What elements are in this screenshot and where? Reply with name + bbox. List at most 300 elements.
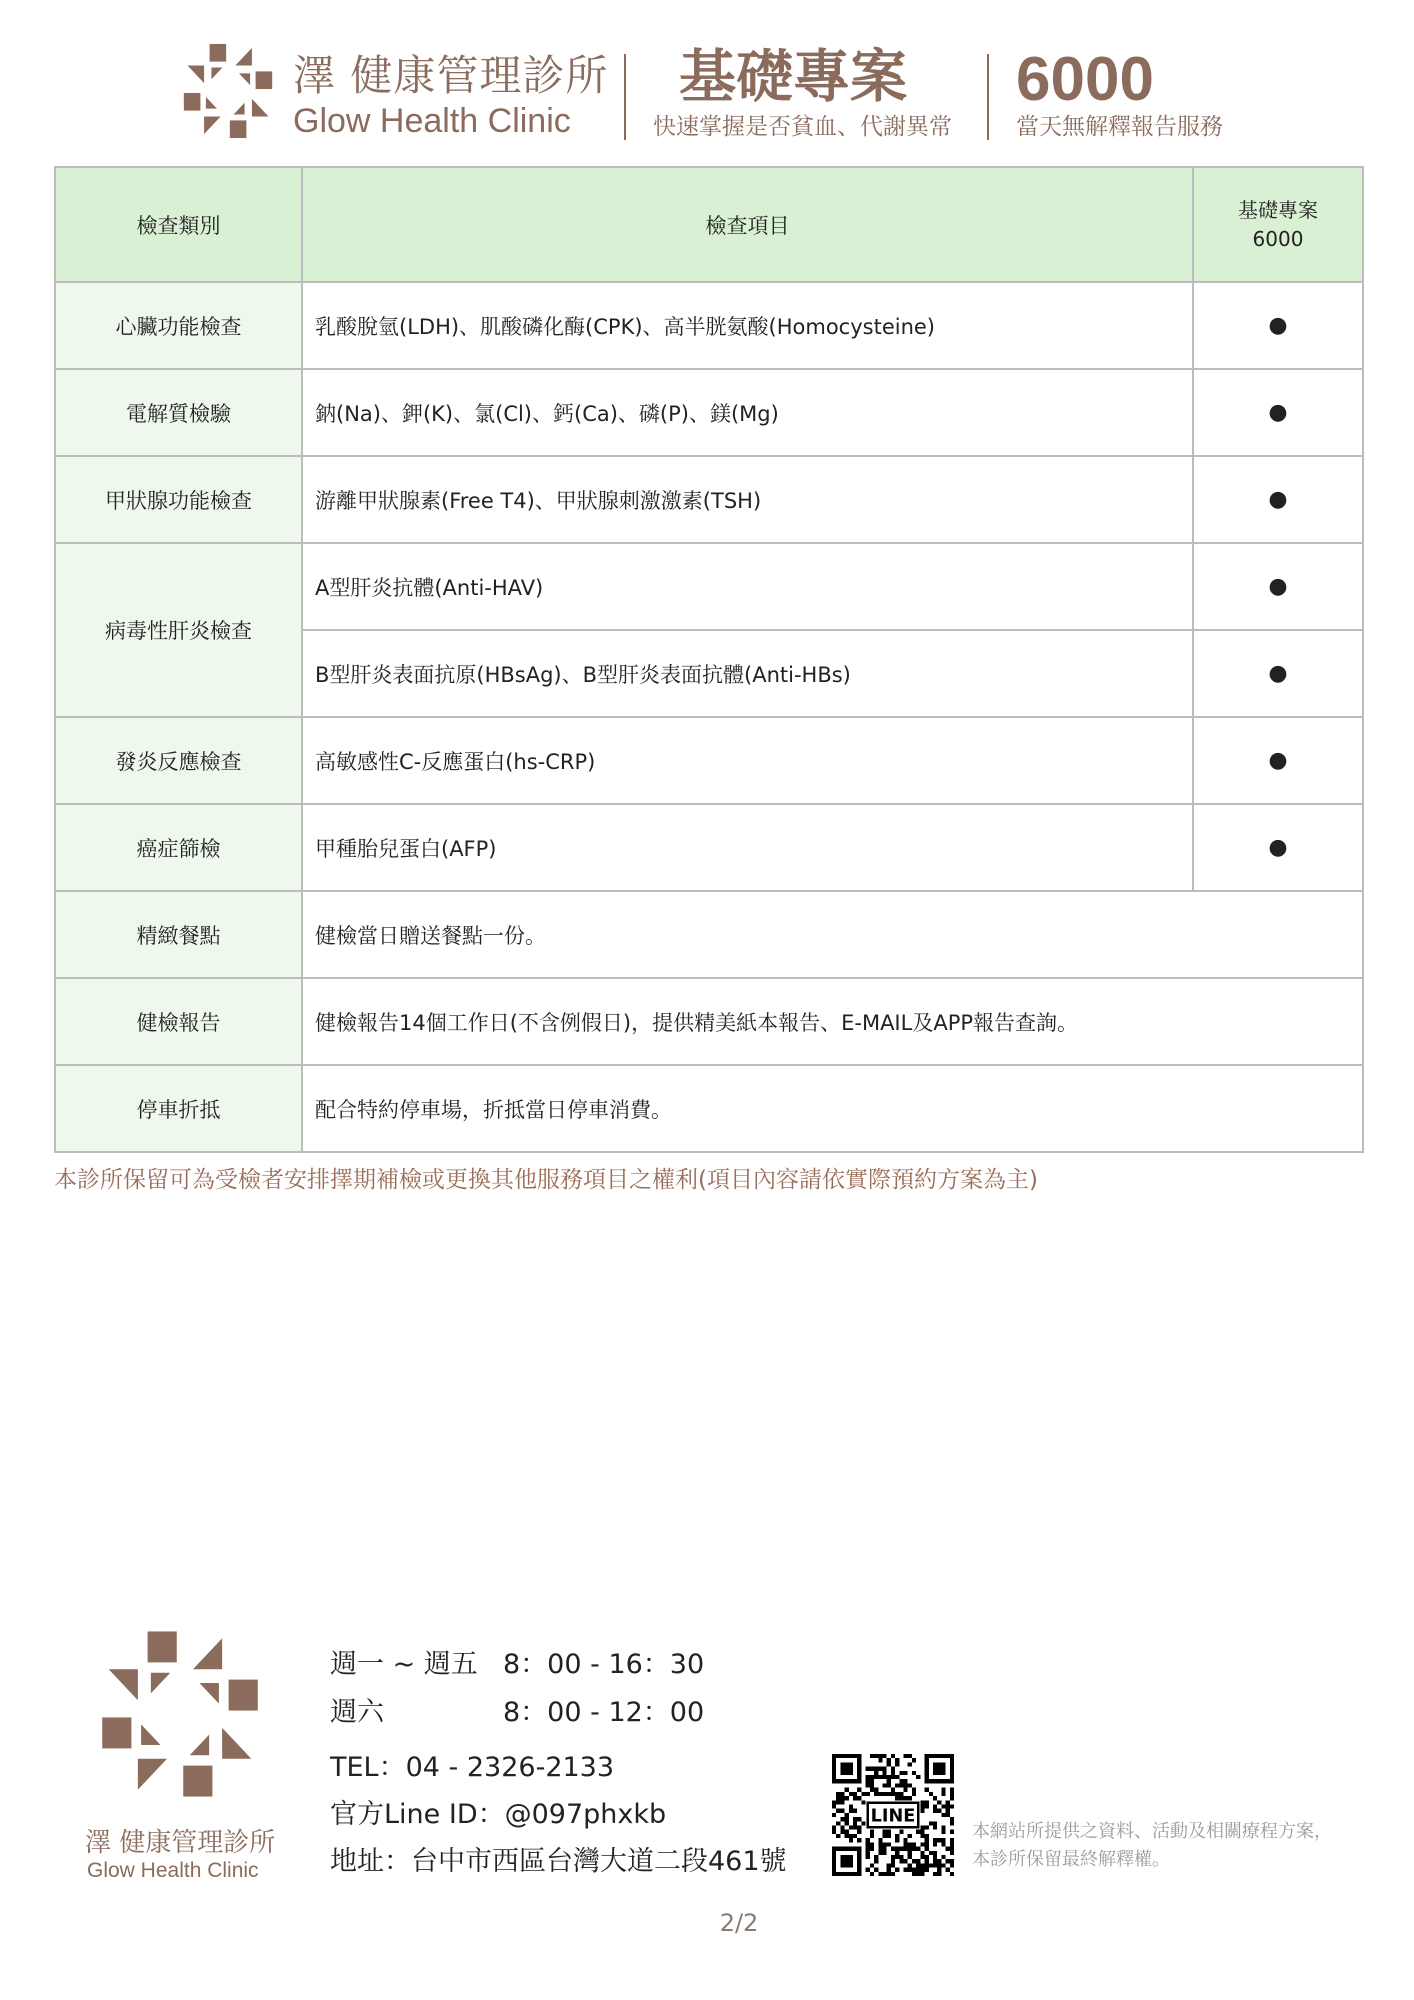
- qr-module: [920, 1804, 924, 1808]
- qr-module: [874, 1859, 878, 1863]
- qr-module: [933, 1826, 937, 1830]
- qr-module: [908, 1855, 912, 1859]
- qr-module: [929, 1851, 933, 1855]
- qr-module: [946, 1859, 950, 1863]
- qr-module: [941, 1838, 945, 1842]
- qr-module: [857, 1838, 861, 1842]
- qr-module: [925, 1863, 929, 1867]
- qr-module: [832, 1830, 836, 1834]
- hours-time: 8：00 - 16：30: [503, 1649, 705, 1680]
- qr-module: [878, 1847, 882, 1851]
- qr-module: [878, 1775, 882, 1779]
- qr-module: [920, 1863, 924, 1867]
- qr-module: [941, 1826, 945, 1830]
- qr-module: [904, 1838, 908, 1842]
- qr-module: [891, 1855, 895, 1859]
- qr-module: [925, 1800, 929, 1804]
- item-cell: 乳酸脫氫(LDH)、肌酸磷化酶(CPK)、高半胱氨酸(Homocysteine): [302, 282, 1193, 369]
- qr-module: [912, 1859, 916, 1863]
- qr-module: [845, 1834, 849, 1838]
- qr-module: [887, 1834, 891, 1838]
- qr-module: [870, 1830, 874, 1834]
- qr-module: [899, 1847, 903, 1851]
- qr-module: [950, 1872, 954, 1876]
- qr-module: [836, 1800, 840, 1804]
- qr-module: [840, 1830, 844, 1834]
- qr-module: [887, 1758, 891, 1762]
- hours-time: 8：00 - 12：00: [503, 1697, 705, 1728]
- qr-module: [912, 1868, 916, 1872]
- qr-module: [845, 1830, 849, 1834]
- qr-module: [916, 1859, 920, 1863]
- qr-module: [878, 1838, 882, 1842]
- qr-module: [874, 1775, 878, 1779]
- qr-module: [920, 1826, 924, 1830]
- qr-module: [887, 1762, 891, 1766]
- qr-module: [891, 1859, 895, 1863]
- category-cell: 癌症篩檢: [55, 804, 302, 891]
- qr-module: [857, 1788, 861, 1792]
- qr-module: [904, 1842, 908, 1846]
- qr-module: [866, 1868, 870, 1872]
- qr-module: [929, 1792, 933, 1796]
- qr-module: [912, 1872, 916, 1876]
- qr-module: [845, 1813, 849, 1817]
- qr-module: [908, 1834, 912, 1838]
- disclaimer-line: 本診所保留最終解釋權。: [972, 1849, 1170, 1870]
- qr-module: [887, 1872, 891, 1876]
- qr-module: [870, 1775, 874, 1779]
- qr-module: [912, 1847, 916, 1851]
- header-category: 檢查類別: [55, 167, 302, 282]
- qr-module: [950, 1821, 954, 1825]
- qr-module: [878, 1754, 882, 1758]
- qr-module: [933, 1838, 937, 1842]
- item-cell: 鈉(Na)、鉀(K)、氯(Cl)、鈣(Ca)、磷(P)、鎂(Mg): [302, 369, 1193, 456]
- qr-module: [887, 1792, 891, 1796]
- qr-module: [904, 1754, 908, 1758]
- qr-module: [891, 1754, 895, 1758]
- category-cell: 停車折抵: [55, 1065, 302, 1152]
- qr-module: [899, 1783, 903, 1787]
- qr-module: [912, 1842, 916, 1846]
- qr-module: [870, 1788, 874, 1792]
- logo-shape-group: [188, 44, 227, 83]
- category-cell: 病毒性肝炎檢查: [55, 543, 302, 717]
- qr-module: [946, 1813, 950, 1817]
- hours-days: 週一 ~ 週五: [330, 1649, 478, 1680]
- included-mark: ●: [1193, 717, 1363, 804]
- qr-module: [933, 1796, 937, 1800]
- qr-module: [866, 1783, 870, 1787]
- qr-module: [904, 1771, 908, 1775]
- qr-module: [941, 1813, 945, 1817]
- qr-module: [870, 1863, 874, 1867]
- qr-module: [870, 1872, 874, 1876]
- included-mark: ●: [1193, 282, 1363, 369]
- qr-module: [874, 1788, 878, 1792]
- qr-module: [941, 1855, 945, 1859]
- qr-module: [950, 1804, 954, 1808]
- qr-module: [836, 1809, 840, 1813]
- header-plan-name: 基礎專案: [1238, 197, 1318, 222]
- header-brand-name-en: Glow Health Clinic: [293, 102, 571, 140]
- qr-module: [882, 1767, 886, 1771]
- qr-module: [882, 1834, 886, 1838]
- footer-brand-name-cn: 澤 健康管理診所: [85, 1828, 276, 1858]
- qr-module: [866, 1767, 870, 1771]
- qr-module: [878, 1851, 882, 1855]
- qr-module: [899, 1792, 903, 1796]
- qr-module: [895, 1796, 899, 1800]
- qr-module: [908, 1851, 912, 1855]
- qr-module: [895, 1834, 899, 1838]
- qr-module: [836, 1821, 840, 1825]
- qr-module: [895, 1855, 899, 1859]
- item-cell: B型肝炎表面抗原(HBsAg)、B型肝炎表面抗體(Anti-HBs): [302, 630, 1193, 717]
- qr-module: [920, 1872, 924, 1876]
- qr-module: [857, 1817, 861, 1821]
- category-cell: 心臟功能檢查: [55, 282, 302, 369]
- qr-module: [887, 1775, 891, 1779]
- category-cell: 精緻餐點: [55, 891, 302, 978]
- plan-price: 6000: [1016, 45, 1154, 114]
- qr-module: [925, 1788, 929, 1792]
- qr-module: [933, 1842, 937, 1846]
- qr-module: [861, 1792, 865, 1796]
- qr-module: [887, 1830, 891, 1834]
- qr-module: [853, 1817, 857, 1821]
- qr-module: [904, 1779, 908, 1783]
- qr-module: [950, 1796, 954, 1800]
- qr-module: [853, 1809, 857, 1813]
- qr-module: [908, 1863, 912, 1867]
- qr-module: [920, 1851, 924, 1855]
- qr-module: [946, 1800, 950, 1804]
- qr-module: [878, 1758, 882, 1762]
- plan-subtitle: 快速掌握是否貧血、代謝異常: [653, 114, 952, 140]
- service-row: [55, 1065, 1363, 1152]
- qr-module: [895, 1792, 899, 1796]
- qr-module: [874, 1868, 878, 1872]
- category-cell: 健檢報告: [55, 978, 302, 1065]
- qr-module: [840, 1792, 844, 1796]
- qr-module: [836, 1834, 840, 1838]
- qr-module: [920, 1800, 924, 1804]
- qr-module: [904, 1868, 908, 1872]
- qr-module: [941, 1830, 945, 1834]
- qr-module: [920, 1868, 924, 1872]
- price-note: 當天無解釋報告服務: [1016, 114, 1223, 140]
- exam-items-table: [54, 166, 1364, 1153]
- footer-brand-name-en: Glow Health Clinic: [87, 1859, 259, 1882]
- qr-module: [882, 1851, 886, 1855]
- qr-module: [832, 1813, 836, 1817]
- qr-module: [882, 1847, 886, 1851]
- item-cell: A型肝炎抗體(Anti-HAV): [302, 543, 1193, 630]
- qr-module: [908, 1847, 912, 1851]
- qr-module: [950, 1817, 954, 1821]
- qr-module: [904, 1859, 908, 1863]
- category-cell: 電解質檢驗: [55, 369, 302, 456]
- qr-module: [916, 1847, 920, 1851]
- qr-module: [853, 1821, 857, 1825]
- qr-module: [933, 1872, 937, 1876]
- qr-module: [887, 1868, 891, 1872]
- logo-shape-group: [184, 93, 221, 134]
- qr-module: [946, 1868, 950, 1872]
- qr-finder-pattern: [925, 1754, 954, 1783]
- table-row: [55, 543, 1363, 630]
- qr-module: [908, 1754, 912, 1758]
- category-cell: 甲狀腺功能檢查: [55, 456, 302, 543]
- qr-module: [849, 1792, 853, 1796]
- included-mark: ●: [1193, 630, 1363, 717]
- service-cell: 健檢報告14個工作日(不含例假日)，提供精美紙本報告、E-MAIL及APP報告查詢。: [302, 978, 1363, 1065]
- qr-module: [882, 1792, 886, 1796]
- qr-module: [937, 1872, 941, 1876]
- included-mark: ●: [1193, 456, 1363, 543]
- qr-module: [845, 1817, 849, 1821]
- qr-module: [920, 1842, 924, 1846]
- qr-module: [836, 1796, 840, 1800]
- qr-module: [912, 1788, 916, 1792]
- qr-module: [950, 1859, 954, 1863]
- item-cell: 甲種胎兒蛋白(AFP): [302, 804, 1193, 891]
- qr-module: [895, 1783, 899, 1787]
- qr-module: [882, 1775, 886, 1779]
- qr-module: [887, 1842, 891, 1846]
- logo-shape-group: [109, 1631, 177, 1700]
- qr-module: [878, 1842, 882, 1846]
- qr-module: [832, 1804, 836, 1808]
- qr-module: [899, 1855, 903, 1859]
- qr-module: [904, 1783, 908, 1787]
- qr-module: [891, 1863, 895, 1867]
- qr-module: [882, 1771, 886, 1775]
- qr-module: [853, 1796, 857, 1800]
- qr-module: [866, 1775, 870, 1779]
- address: 地址：台中市西區台灣大道二段461號: [330, 1846, 787, 1877]
- service-cell: 健檢當日贈送餐點一份。: [302, 891, 1363, 978]
- qr-module: [887, 1779, 891, 1783]
- qr-module: [925, 1842, 929, 1846]
- service-row: [55, 891, 1363, 978]
- qr-finder-pattern: [832, 1754, 861, 1783]
- qr-module: [845, 1821, 849, 1825]
- header-brand-name-cn: 澤 健康管理診所: [293, 51, 609, 100]
- qr-module: [899, 1830, 903, 1834]
- logo-shape-group: [235, 48, 272, 89]
- qr-module: [946, 1804, 950, 1808]
- qr-module: [891, 1775, 895, 1779]
- qr-module: [878, 1872, 882, 1876]
- qr-module: [912, 1758, 916, 1762]
- qr-module: [950, 1863, 954, 1867]
- qr-module: [925, 1847, 929, 1851]
- item-cell: 游離甲狀腺素(Free T4)、甲狀腺刺激激素(TSH): [302, 456, 1193, 543]
- qr-module: [853, 1792, 857, 1796]
- qr-module: [908, 1796, 912, 1800]
- qr-module: [916, 1872, 920, 1876]
- table-row: [55, 456, 1363, 543]
- qr-module: [916, 1775, 920, 1779]
- qr-module: [895, 1838, 899, 1842]
- qr-module: [950, 1851, 954, 1855]
- header-plan-price: 6000: [1252, 226, 1304, 251]
- qr-module: [853, 1834, 857, 1838]
- included-mark: ●: [1193, 369, 1363, 456]
- qr-module: [878, 1767, 882, 1771]
- table-row: [55, 282, 1363, 369]
- qr-module: [904, 1847, 908, 1851]
- qr-module: [950, 1792, 954, 1796]
- table-row: [55, 804, 1363, 891]
- qr-module: [874, 1855, 878, 1859]
- qr-module: [904, 1788, 908, 1792]
- qr-module: [925, 1838, 929, 1842]
- qr-module: [946, 1847, 950, 1851]
- qr-module: [908, 1868, 912, 1872]
- qr-module: [870, 1779, 874, 1783]
- qr-module: [899, 1859, 903, 1863]
- qr-module: [933, 1855, 937, 1859]
- qr-module: [925, 1834, 929, 1838]
- logo-shape-group: [183, 1728, 251, 1797]
- qr-module: [849, 1809, 853, 1813]
- qr-module: [925, 1855, 929, 1859]
- qr-module: [912, 1771, 916, 1775]
- qr-module: [899, 1779, 903, 1783]
- qr-module: [920, 1809, 924, 1813]
- line-qr-code: [832, 1754, 954, 1876]
- qr-module: [950, 1788, 954, 1792]
- qr-module: [882, 1842, 886, 1846]
- qr-module: [866, 1838, 870, 1842]
- qr-module: [937, 1838, 941, 1842]
- hours-days: 週六: [330, 1697, 384, 1728]
- logo-shape-group: [230, 99, 269, 138]
- qr-module: [845, 1788, 849, 1792]
- qr-module: [878, 1792, 882, 1796]
- phone-number: TEL：04 - 2326-2133: [330, 1752, 615, 1783]
- qr-module: [882, 1830, 886, 1834]
- qr-module: [937, 1809, 941, 1813]
- qr-module: [933, 1859, 937, 1863]
- service-row: [55, 978, 1363, 1065]
- qr-module: [887, 1863, 891, 1867]
- category-cell: 發炎反應檢查: [55, 717, 302, 804]
- qr-module: [836, 1792, 840, 1796]
- qr-module: [920, 1855, 924, 1859]
- qr-module: [866, 1851, 870, 1855]
- qr-module: [866, 1855, 870, 1859]
- qr-module: [946, 1809, 950, 1813]
- qr-module: [840, 1826, 844, 1830]
- qr-module: [891, 1847, 895, 1851]
- qr-module: [941, 1863, 945, 1867]
- qr-module: [870, 1842, 874, 1846]
- qr-module: [849, 1838, 853, 1842]
- qr-module: [908, 1762, 912, 1766]
- qr-module: [950, 1842, 954, 1846]
- qr-module: [950, 1838, 954, 1842]
- disclaimer-line: 本網站所提供之資料、活動及相關療程方案，: [972, 1821, 1332, 1842]
- qr-module: [925, 1859, 929, 1863]
- qr-module: [916, 1863, 920, 1867]
- qr-module: [874, 1754, 878, 1758]
- qr-module: [950, 1830, 954, 1834]
- line-id: 官方Line ID：@097phxkb: [330, 1799, 667, 1830]
- qr-module: [916, 1868, 920, 1872]
- qr-module: [895, 1851, 899, 1855]
- qr-module: [899, 1771, 903, 1775]
- qr-module: [874, 1767, 878, 1771]
- qr-module: [832, 1826, 836, 1830]
- qr-module: [933, 1804, 937, 1808]
- qr-module: [870, 1834, 874, 1838]
- qr-module: [937, 1868, 941, 1872]
- qr-module: [891, 1788, 895, 1792]
- qr-module: [895, 1775, 899, 1779]
- qr-module: [916, 1830, 920, 1834]
- qr-module: [908, 1842, 912, 1846]
- clinic-logo: [99, 1628, 261, 1800]
- qr-module: [866, 1792, 870, 1796]
- qr-module: [950, 1847, 954, 1851]
- included-mark: ●: [1193, 543, 1363, 630]
- qr-module: [866, 1847, 870, 1851]
- qr-module: [941, 1792, 945, 1796]
- qr-module: [849, 1834, 853, 1838]
- qr-module: [874, 1771, 878, 1775]
- qr-module: [857, 1796, 861, 1800]
- qr-module: [912, 1792, 916, 1796]
- qr-line-label: LINE: [870, 1806, 916, 1827]
- qr-module: [866, 1779, 870, 1783]
- qr-module: [941, 1804, 945, 1808]
- qr-module: [899, 1796, 903, 1800]
- qr-module: [840, 1817, 844, 1821]
- qr-module: [904, 1796, 908, 1800]
- qr-module: [861, 1800, 865, 1804]
- qr-module: [857, 1830, 861, 1834]
- qr-module: [925, 1804, 929, 1808]
- qr-module: [933, 1851, 937, 1855]
- qr-module: [937, 1859, 941, 1863]
- qr-module: [933, 1809, 937, 1813]
- qr-module: [882, 1754, 886, 1758]
- qr-module: [849, 1826, 853, 1830]
- qr-module: [941, 1842, 945, 1846]
- header-divider: [987, 54, 989, 140]
- plan-title: 基礎專案: [679, 44, 907, 110]
- qr-module: [832, 1800, 836, 1804]
- qr-module: [920, 1830, 924, 1834]
- qr-module: [895, 1762, 899, 1766]
- qr-module: [857, 1826, 861, 1830]
- qr-finder-pattern: [832, 1847, 861, 1876]
- header-items: 檢查項目: [302, 167, 1193, 282]
- qr-module: [908, 1783, 912, 1787]
- footnote: 本診所保留可為受檢者安排擇期補檢或更換其他服務項目之權利(項目內容請依實際預約方案為主): [54, 1167, 1038, 1193]
- qr-module: [895, 1868, 899, 1872]
- qr-module: [840, 1796, 844, 1800]
- qr-module: [941, 1788, 945, 1792]
- included-mark: ●: [1193, 804, 1363, 891]
- qr-module: [866, 1842, 870, 1846]
- qr-module: [895, 1758, 899, 1762]
